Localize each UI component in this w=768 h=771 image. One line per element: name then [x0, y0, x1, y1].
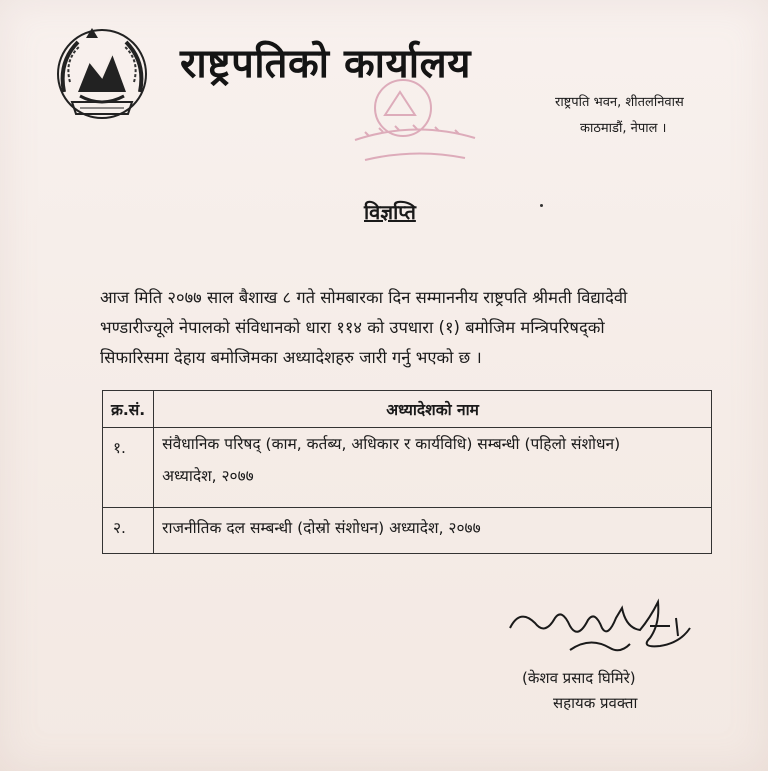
table-row — [103, 508, 712, 554]
nepal-emblem-icon — [50, 22, 154, 122]
body-line: आज मिति २०७७ साल बैशाख ८ गते सोमबारका दिन सम्माननीय राष्ट्रपति श्रीमती विद्यादेवी — [100, 288, 628, 307]
ordinance-name-line: राजनीतिक दल सम्बन्धी (दोस्रो संशोधन) अध्यादेश, २०७७ — [162, 519, 481, 537]
body-line: भण्डारीज्यूले नेपालको संविधानको धारा ११४ को उपधारा (१) बमोजिम मन्त्रिपरिषद्‌को — [100, 318, 605, 337]
ink-dot — [540, 204, 543, 207]
ordinance-name — [154, 428, 712, 508]
ordinance-name — [154, 508, 712, 554]
ordinance-table — [102, 390, 712, 554]
serial-number: २. — [103, 508, 154, 554]
handwritten-signature-icon — [500, 588, 710, 668]
serial-number: १. — [103, 428, 154, 508]
table-header-row — [103, 391, 712, 428]
header-ordinance-name: अध्यादेशको नाम — [154, 391, 712, 428]
header-serial: क्र.सं. — [103, 391, 154, 428]
address-line-1: राष्ट्रपति भवन, शीतलनिवास — [555, 95, 684, 110]
ordinance-name-line: अध्यादेश, २०७७ — [162, 467, 254, 485]
signer-name: (केशव प्रसाद घिमिरे) — [522, 669, 636, 687]
office-title: राष्ट्रपतिको कार्यालय — [180, 41, 471, 87]
table-row — [103, 428, 712, 508]
address-line-2: काठमाडौं, नेपाल । — [580, 121, 667, 136]
body-line: सिफारिसमा देहाय बमोजिमका अध्यादेशहरु जारी गर्नु भएको छ । — [100, 348, 482, 367]
notice-body — [100, 283, 712, 373]
notice-title: विज्ञप्ति — [364, 200, 416, 224]
ordinance-name-line: संवैधानिक परिषद् (काम, कर्तब्य, अधिकार र कार्यविधि) सम्बन्धी (पहिलो संशोधन) — [162, 435, 621, 453]
signer-role: सहायक प्रवक्ता — [553, 694, 638, 712]
office-stamp-icon — [345, 70, 485, 180]
